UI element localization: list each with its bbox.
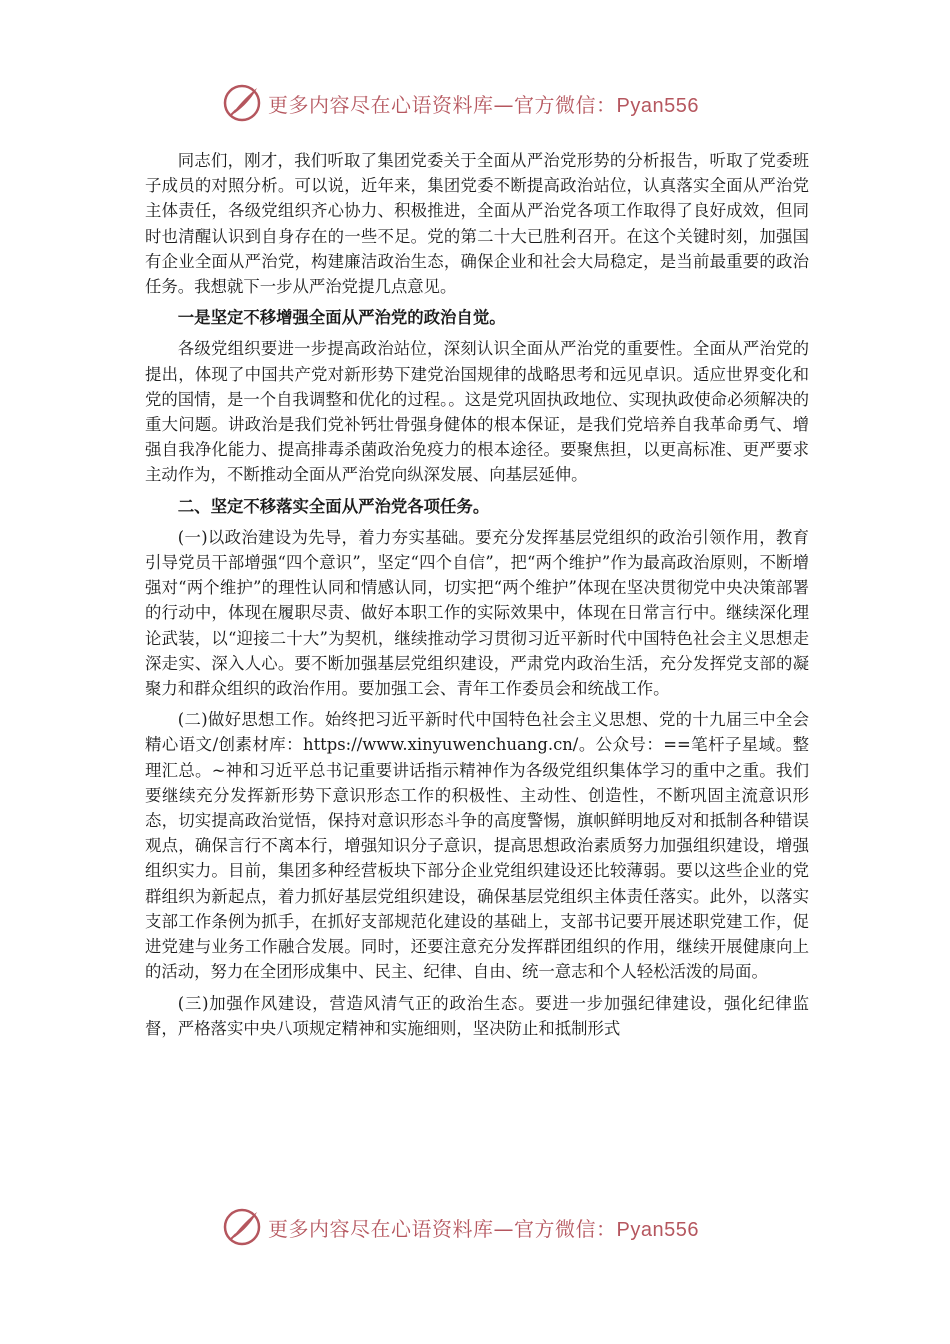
document-body [145, 148, 809, 1047]
paragraph-intro: 同志们，刚才，我们听取了集团党委关于全面从严治党形势的分析报告，听取了党委班子成员的对照分析。可以说，近年来，集团党委不断提高政治站位，认真落实全面从严治党主体责任，各级党组织齐心协力、积极推进，全面从严治党各项工作取得了良好成效，但同时也清醒认识到自身存在的一些不足。党的第二十大已胜利召开。在这个关键时刻，加强国有企业全面从严治党，构建廉洁政治生态，确保企业和社会大局稳定，是当前最重要的政治任务。我想就下一步从严治党提几点意见。 [145, 151, 809, 297]
footer-banner [222, 1206, 742, 1248]
paragraph-one: 各级党组织要进一步提高政治站位，深刻认识全面从严治党的重要性。全面从严治党的提出，体现了中国共产党对新形势下建党治国规律的战略思考和远见卓识。适应世界变化和党的国情，是一个自我调整和优化的过程。。这是党巩固执政地位、实现执政使命必须解决的重大问题。讲政治是我们党补钙壮骨强身健体的根本保证，是我们党培养自我革命勇气、增强自我净化能力、提高排毒杀菌政治免疫力的根本途径。要聚焦担，以更高标准、更严要求主动作为，不断推动全面从严治党向纵深发展、向基层延伸。 [145, 339, 809, 485]
quill-pen-icon [222, 1207, 262, 1247]
quill-pen-icon [222, 83, 262, 123]
paragraph-two-3: (三)加强作风建设，营造风清气正的政治生态。要进一步加强纪律建设，强化纪律监督，严格落实中央八项规定精神和实施细则，坚决防止和抵制形式 [145, 993, 809, 1038]
heading-one: 一是坚定不移增强全面从严治党的政治自觉。 [177, 308, 506, 328]
paragraph-two-2: (二)做好思想工作。始终把习近平新时代中国特色社会主义思想、党的十九届三中全会精心语文/创素材库：https://www.xinyuwenchuang.cn/。公众号：==笔杆子星域。整理汇总。~神和习近平总书记重要讲话指示精神作为各级党组织集体学习的重中之重。我们要继续充分发挥新形势下意识形态工作的积极性、主动性、创造性，不断巩固主流意识形态，切实提高政治觉悟，保持对意识形态斗争的高度警惕，旗帜鲜明地反对和抵制各种错误观点，确保言行不离本行，增强知识分子意识，提高思想政治素质努力加强组织建设，增强组织实力。目前，集团多种经营板块下部分企业党组织建设还比较薄弱。要以这些企业的党群组织为新起点，着力抓好基层党组织建设，确保基层党组织主体责任落实。此外，以落实支部工作条例为抓手，在抓好支部规范化建设的基础上，支部书记要开展述职党建工作，促进党建与业务工作融合发展。同时，还要注意充分发挥群团组织的作用，继续开展健康向上的活动，努力在全团形成集中、民主、纪律、自由、统一意志和个人轻松活泼的局面。 [145, 710, 809, 982]
banner-text: 更多内容尽在心语资料库—官方微信：Pyan556 [268, 1216, 699, 1241]
header-banner [222, 82, 742, 124]
banner-text: 更多内容尽在心语资料库—官方微信：Pyan556 [268, 92, 699, 117]
heading-two: 二、坚定不移落实全面从严治党各项任务。 [177, 496, 490, 516]
paragraph-two-1: (一)以政治建设为先导，着力夯实基础。要充分发挥基层党组织的政治引领作用，教育引导党员干部增强“四个意识”，坚定“四个自信”，把“两个维护”作为最高政治原则，不断增强对“两个维护”的理性认同和情感认同，切实把“两个维护”体现在坚决贯彻党中央决策部署的行动中，体现在履职尽责、做好本职工作的实际效果中，体现在日常言行中。继续深化理论武装，以“迎接二十大”为契机，继续推动学习贯彻习近平新时代中国特色社会主义思想走深走实、深入人心。要不断加强基层党组织建设，严肃党内政治生活，充分发挥党支部的凝聚力和群众组织的政治作用。要加强工会、青年工作委员会和统战工作。 [145, 527, 809, 699]
